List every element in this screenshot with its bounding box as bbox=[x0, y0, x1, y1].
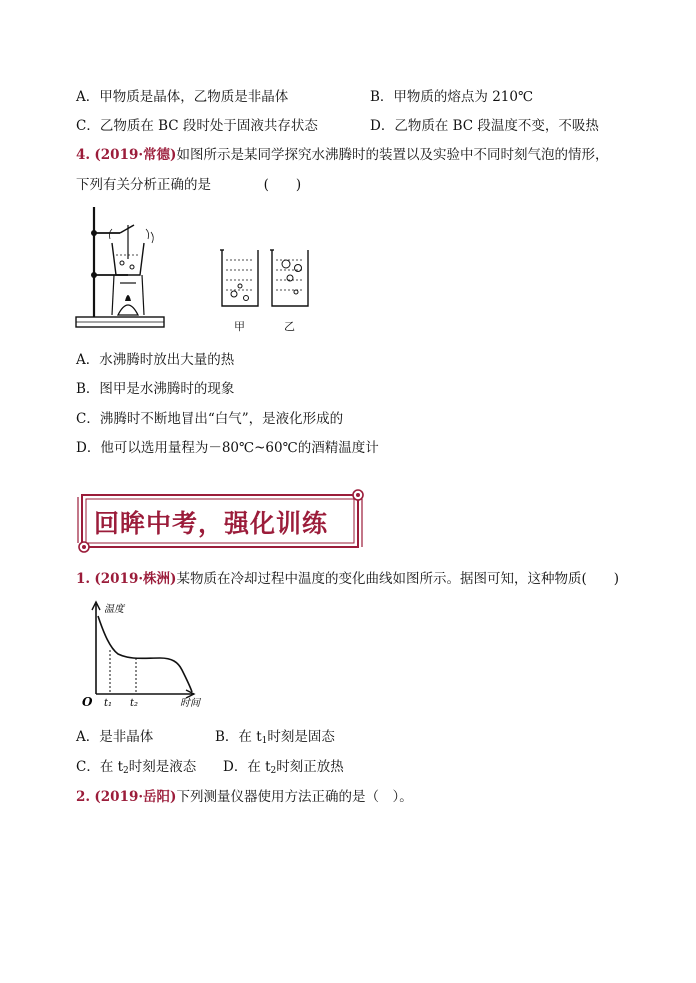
prev-option-a: A．甲物质是晶体，乙物质是非晶体 bbox=[76, 89, 289, 105]
q2-number: 2. bbox=[76, 789, 91, 805]
prev-option-b: B．甲物质的熔点为 210℃ bbox=[370, 89, 534, 105]
q1-stem-text: 某物质在冷却过程中温度的变化曲线如图所示。据图可知，这种物质( ) bbox=[176, 571, 619, 587]
q4-option-d: D．他可以选用量程为－80℃~60℃的酒精温度计 bbox=[76, 440, 379, 456]
q1-option-b-post: 时刻是固态 bbox=[267, 729, 335, 745]
q1-option-b-pre: B．在 t bbox=[215, 729, 262, 745]
q1-option-d-post: 时刻正放热 bbox=[276, 759, 344, 775]
q4-option-b: B．图甲是水沸腾时的现象 bbox=[76, 381, 235, 397]
q4-number: 4. bbox=[76, 147, 91, 163]
q1-number: 1. bbox=[76, 571, 91, 587]
q1-option-a: A．是非晶体 bbox=[76, 729, 154, 745]
graph-t2: t₂ bbox=[130, 698, 139, 709]
q1-option-c-pre: C．在 t bbox=[76, 759, 124, 775]
graph-origin: O bbox=[82, 695, 93, 709]
q1-option-c bbox=[76, 758, 196, 780]
q2-stem bbox=[76, 788, 413, 806]
q1-option-b-sub: 1 bbox=[261, 736, 268, 746]
q1-option-d-pre: D．在 t bbox=[223, 759, 271, 775]
prev-option-c: C．乙物质在 BC 段时处于固液共存状态 bbox=[76, 118, 318, 134]
q1-source-tag: (2019·株洲) bbox=[94, 571, 177, 587]
beaker-label-jia: 甲 bbox=[234, 320, 245, 333]
section-title: 回眸中考，强化训练 bbox=[94, 509, 329, 538]
prev-option-d: D．乙物质在 BC 段温度不变，不吸热 bbox=[370, 118, 599, 134]
q1-option-d-sub: 2 bbox=[270, 766, 277, 776]
q2-stem-text: 下列测量仪器使用方法正确的是（ ）。 bbox=[176, 789, 413, 805]
q2-source-tag: (2019·岳阳) bbox=[94, 789, 177, 805]
q4-stem-line2 bbox=[76, 176, 301, 194]
q4-option-a: A．水沸腾时放出大量的热 bbox=[76, 352, 235, 368]
cooling-curve-graph bbox=[74, 598, 214, 710]
q1-option-c-sub: 2 bbox=[123, 766, 129, 776]
q4-stem-line1 bbox=[76, 146, 608, 164]
boiling-apparatus-figure bbox=[72, 203, 172, 331]
q1-option-b bbox=[215, 728, 335, 750]
q1-option-c-post: 时刻是液态 bbox=[128, 759, 197, 775]
q4-option-c: C．沸腾时不断地冒出“白气”，是液化形成的 bbox=[76, 411, 344, 427]
beakers-figure bbox=[218, 248, 314, 310]
graph-ylabel: 温度 bbox=[104, 604, 124, 615]
beaker-label-yi: 乙 bbox=[284, 320, 295, 333]
graph-t1: t₁ bbox=[104, 698, 113, 709]
q4-source-tag: (2019·常德) bbox=[94, 147, 177, 163]
q4-stem-text2: 下列有关分析正确的是 bbox=[76, 177, 211, 193]
graph-xlabel: 时间 bbox=[180, 698, 200, 709]
q1-stem bbox=[76, 570, 619, 588]
q4-stem-text: 如图所示是某同学探究水沸腾时的装置以及实验中不同时刻气泡的情形， bbox=[176, 147, 609, 163]
q4-answer-bracket: ( ) bbox=[263, 177, 302, 193]
q1-option-d bbox=[223, 758, 344, 780]
